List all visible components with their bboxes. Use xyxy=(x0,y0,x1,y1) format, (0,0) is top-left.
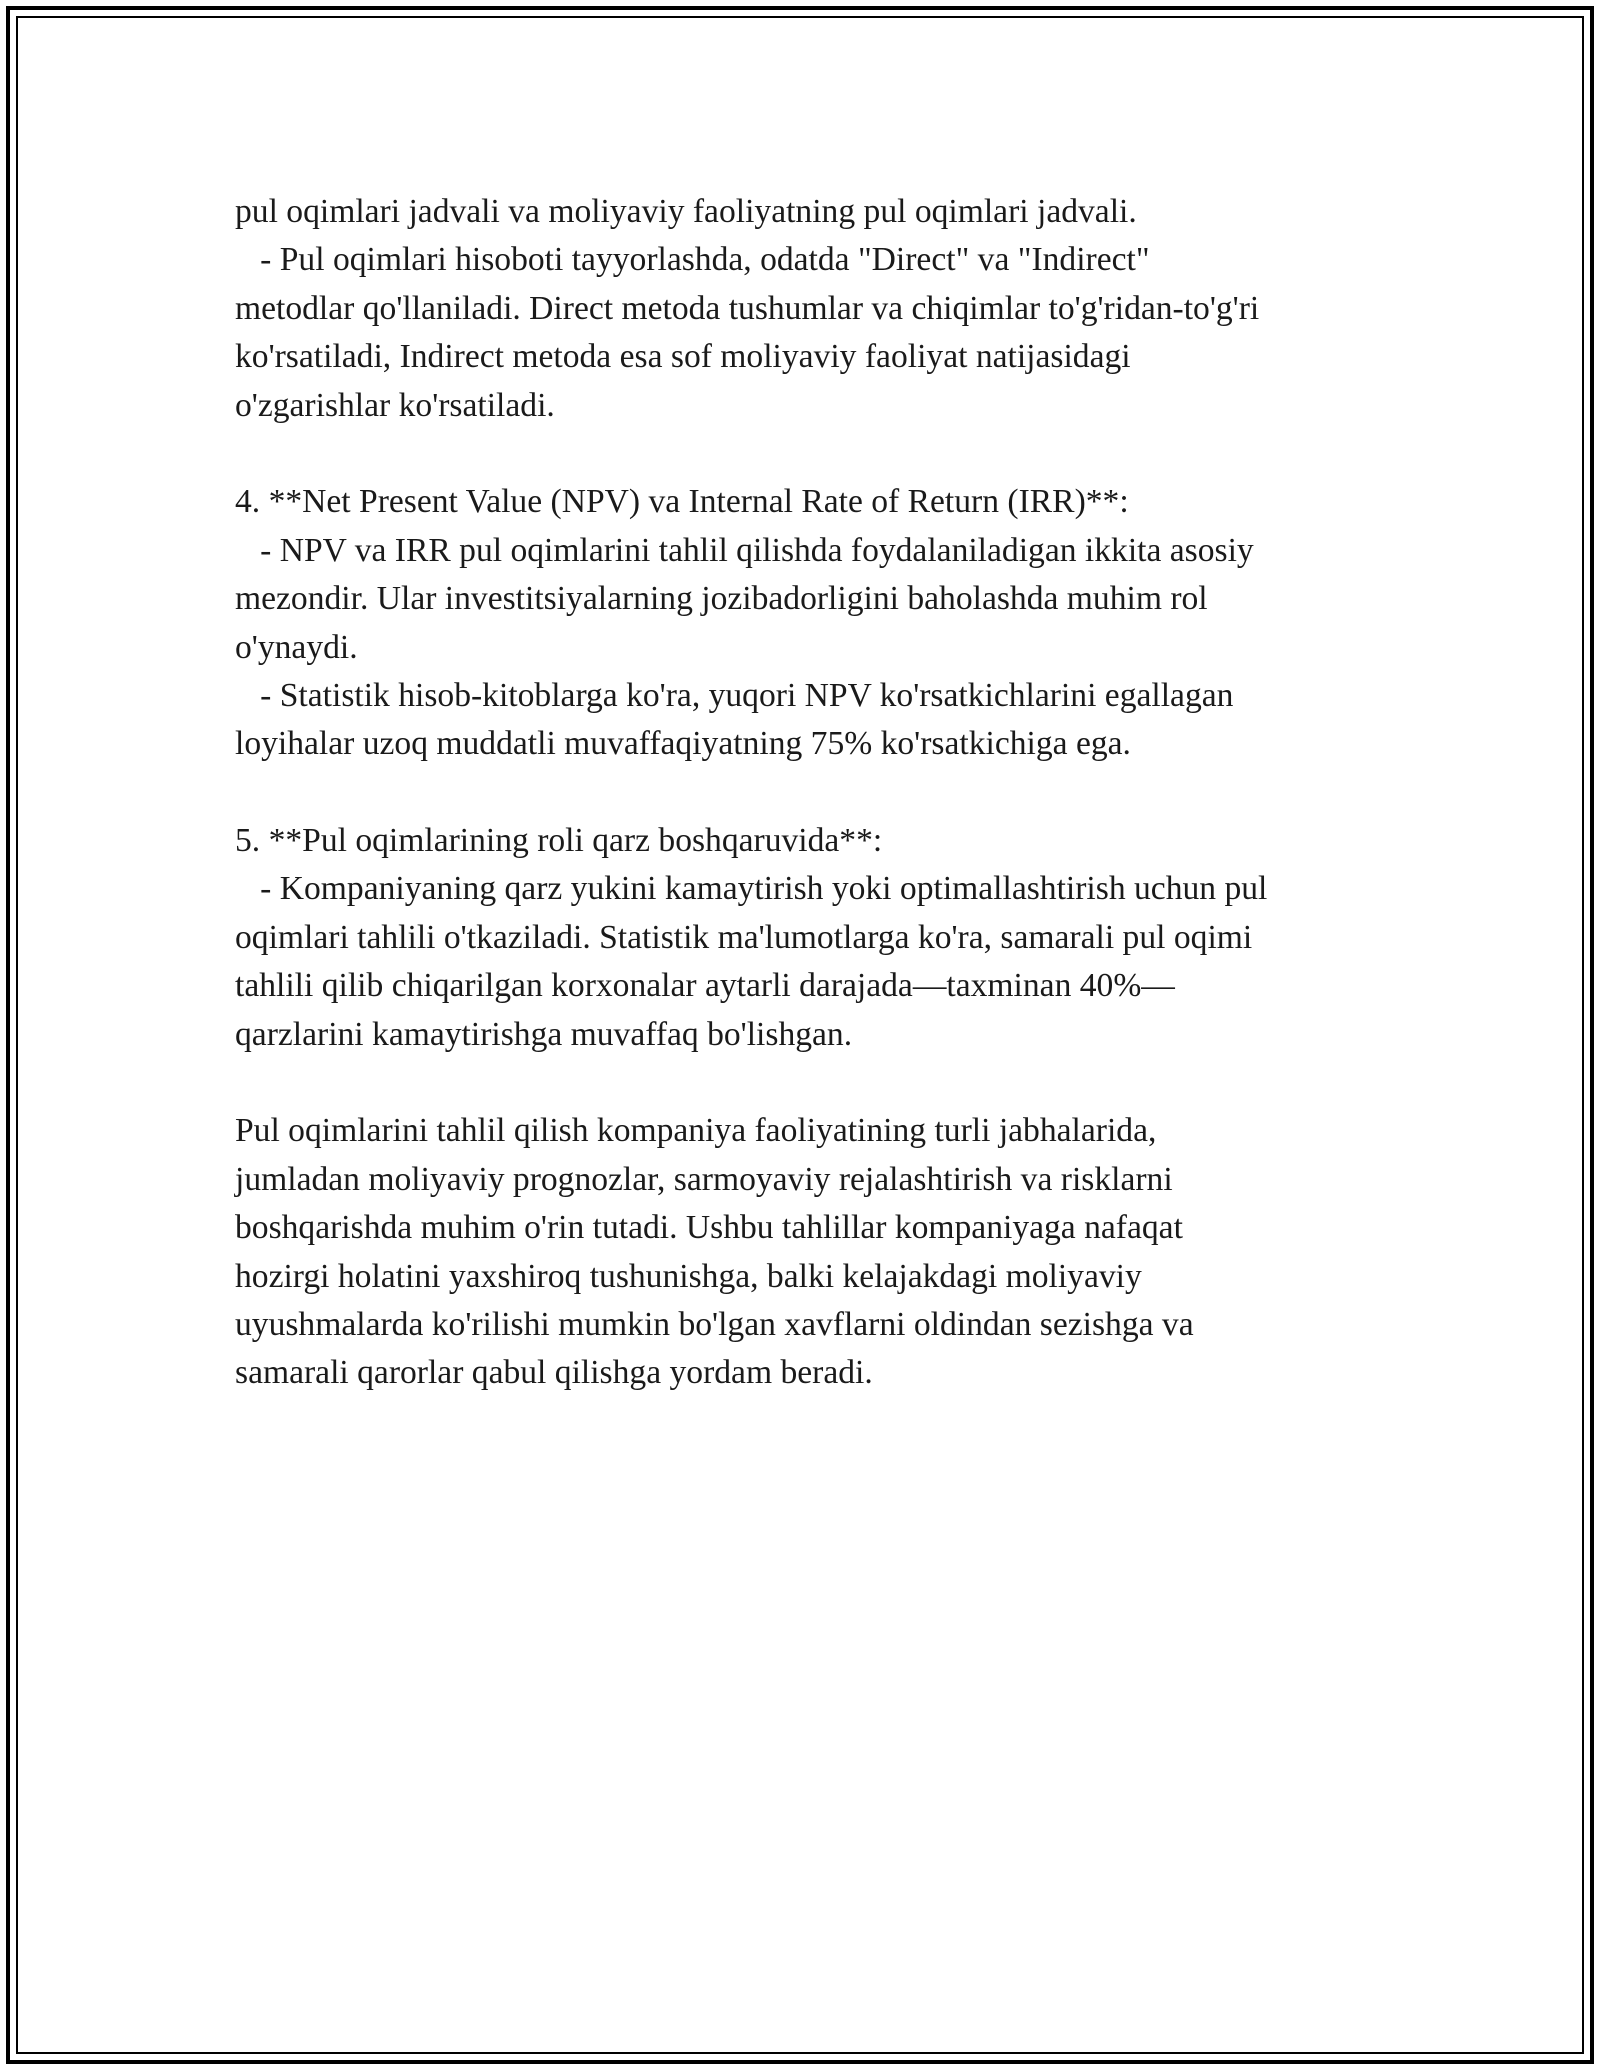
text-line: jumladan moliyaviy prognozlar, sarmoyaviy rejalashtirish va risklarni xyxy=(235,1160,1173,1198)
paragraph-spacer xyxy=(235,1059,1395,1107)
text-line: hozirgi holatini yaxshiroq tushunishga, balki kelajakdagi moliyaviy xyxy=(235,1257,1142,1295)
document-body xyxy=(235,188,1395,1398)
text-line: ko'rsatiladi, Indirect metoda esa sof moliyaviy faoliyat natijasidagi xyxy=(235,338,1131,376)
text-line: samarali qarorlar qabul qilishga yordam beradi. xyxy=(235,1354,873,1392)
text-line: loyihalar uzoq muddatli muvaffaqiyatning 75% ko'rsatkichiga ega. xyxy=(235,725,1131,763)
text-line: pul oqimlari jadvali va moliyaviy faoliyatning pul oqimlari jadvali. xyxy=(235,193,1137,230)
text-line: - Kompaniyaning qarz yukini kamaytirish yoki optimallashtirish uchun pul xyxy=(235,870,1268,908)
section-heading: 5. **Pul oqimlarining roli qarz boshqaruvida**: xyxy=(235,822,883,860)
text-line: o'zgarishlar ko'rsatiladi. xyxy=(235,386,555,424)
text-line: o'ynaydi. xyxy=(235,628,358,666)
text-line: qarzlarini kamaytirishga muvaffaq bo'lishgan. xyxy=(235,1015,853,1053)
section-heading: 4. **Net Present Value (NPV) va Internal Rate of Return (IRR)**: xyxy=(235,483,1129,521)
text-line: boshqarishda muhim o'rin tutadi. Ushbu tahlillar kompaniyaga nafaqat xyxy=(235,1209,1183,1247)
paragraph-spacer xyxy=(235,430,1395,478)
text-line: - Statistik hisob-kitoblarga ko'ra, yuqori NPV ko'rsatkichlarini egallagan xyxy=(235,676,1234,714)
text-line: - Pul oqimlari hisoboti tayyorlashda, odatda "Direct" va "Indirect" xyxy=(235,241,1150,279)
text-line: uyushmalarda ko'rilishi mumkin bo'lgan xavflarni oldindan sezishga va xyxy=(235,1305,1194,1343)
paragraph-spacer xyxy=(235,769,1395,817)
text-line: oqimlari tahlili o'tkaziladi. Statistik ma'lumotlarga ko'ra, samarali pul oqimi xyxy=(235,918,1253,956)
text-line: - NPV va IRR pul oqimlarini tahlil qilishda foydalaniladigan ikkita asosiy xyxy=(235,531,1254,569)
text-line: Pul oqimlarini tahlil qilish kompaniya faoliyatining turli jabhalarida, xyxy=(235,1112,1157,1150)
text-line: metodlar qo'llaniladi. Direct metoda tushumlar va chiqimlar to'g'ridan-to'g'ri xyxy=(235,289,1260,327)
text-line: tahlili qilib chiqarilgan korxonalar aytarli darajada—taxminan 40%— xyxy=(235,967,1175,1005)
text-line: mezondir. Ular investitsiyalarning jozibadorligini baholashda muhim rol xyxy=(235,580,1208,618)
